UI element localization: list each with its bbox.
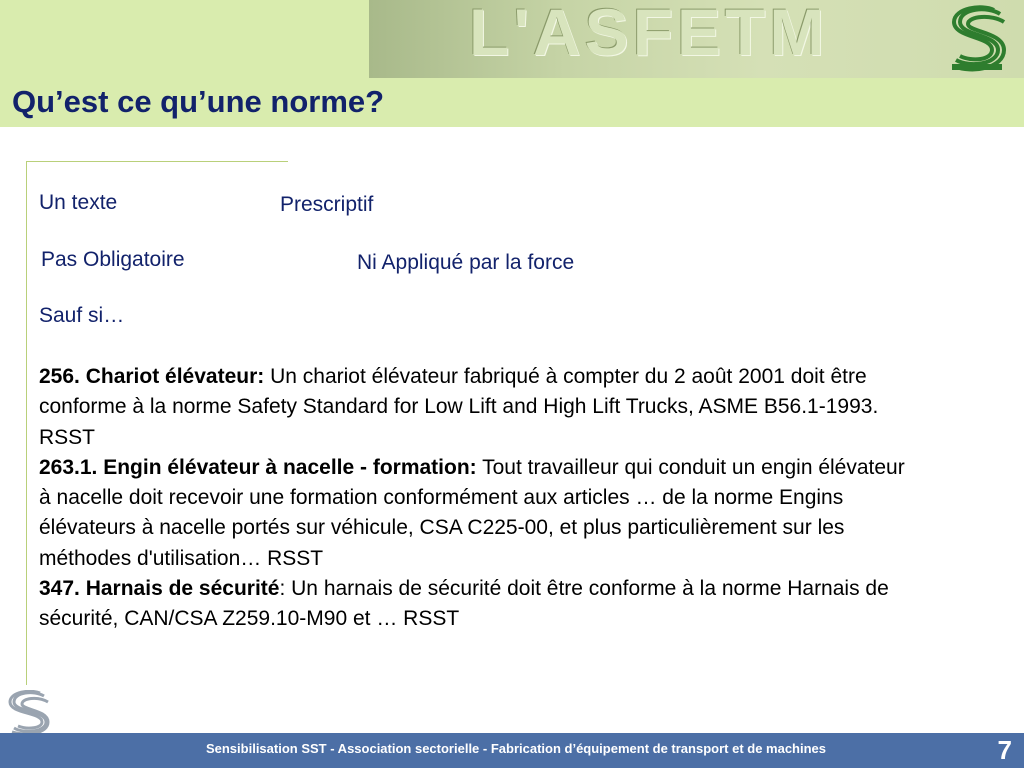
article-heading: 263.1. Engin élévateur à nacelle - formation: bbox=[39, 455, 477, 479]
article-text: Tout travailleur qui conduit un engin élévateur à nacelle doit recevoir une formation conformément aux articles … de la norme Engins élévateurs à nacelle portés sur véhicule, CSA C225-00, et plus particulièrement sur les méthodes d'utilisation… RSST bbox=[39, 455, 905, 570]
label-sauf-si: Sauf si… bbox=[39, 304, 125, 327]
article-heading: 347. Harnais de sécurité bbox=[39, 577, 280, 601]
article-256 bbox=[39, 362, 919, 453]
page-number: 7 bbox=[997, 735, 1012, 765]
frame-top-line bbox=[26, 161, 288, 162]
article-263-1 bbox=[39, 453, 919, 574]
banner-logo-text: L'ASFETM bbox=[469, 0, 829, 69]
frame-left-line bbox=[26, 161, 27, 685]
label-pas-obligatoire: Pas Obligatoire bbox=[41, 248, 185, 271]
header-band bbox=[0, 0, 1024, 127]
label-ni-applique: Ni Appliqué par la force bbox=[357, 251, 575, 274]
footer-bar bbox=[0, 733, 1024, 768]
page-title: Qu’est ce qu’une norme? bbox=[12, 84, 385, 119]
article-text: : Un harnais de sécurité doit être conforme à la norme Harnais de sécurité, CAN/CSA Z259.10-M90 et … RSST bbox=[39, 577, 889, 631]
asfetm-banner bbox=[369, 0, 1024, 78]
s-logo-icon bbox=[8, 690, 52, 736]
asfetm-logo-icon bbox=[948, 4, 1010, 76]
article-text: Un chariot élévateur fabriqué à compter du 2 août 2001 doit être conforme à la norme Safety Standard for Low Lift and High Lift Trucks, ASME B56.1-1993. RSST bbox=[39, 365, 879, 449]
footer-text: Sensibilisation SST - Association sectorielle - Fabrication d’équipement de transport et de machines bbox=[205, 741, 827, 756]
article-347 bbox=[39, 574, 919, 635]
article-heading: 256. Chariot élévateur: bbox=[39, 365, 265, 388]
regulation-articles bbox=[39, 362, 919, 635]
label-prescriptif: Prescriptif bbox=[280, 193, 374, 216]
label-un-texte: Un texte bbox=[39, 191, 118, 214]
